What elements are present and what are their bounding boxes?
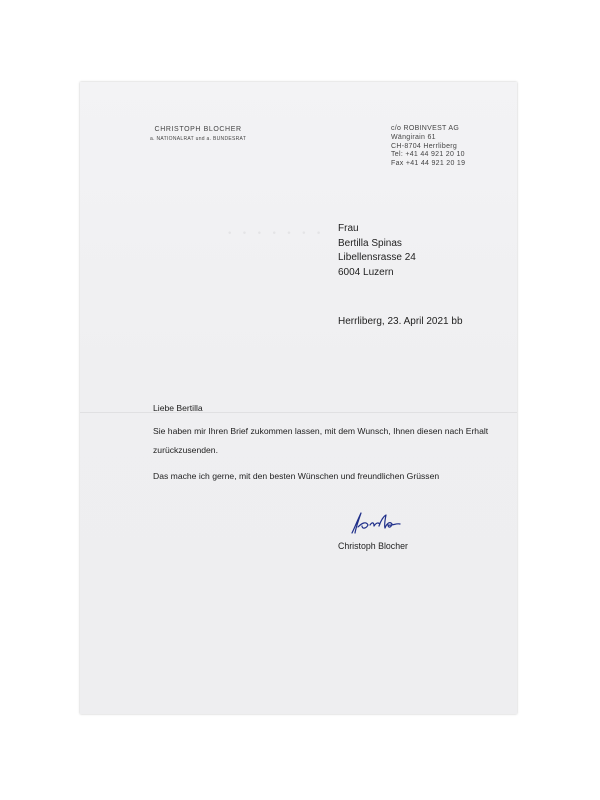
address-line: CH-8704 Herrliberg <box>391 142 458 150</box>
place-date: Herrliberg, 23. April 2021 bb <box>338 316 463 327</box>
address-line: Wängirain 61 <box>391 133 436 141</box>
body-paragraph: Sie haben mir Ihren Brief zukommen lassen, mit dem Wunsch, Ihnen diesen nach Erhalt zurückzusenden. <box>153 426 489 455</box>
handwritten-signature <box>346 507 406 537</box>
sender-title: a. NATIONALRAT und a. BUNDESRAT <box>150 136 247 142</box>
show-through-watermark: · · · · · · · <box>225 220 323 245</box>
signer-name: Christoph Blocher <box>338 541 408 551</box>
recipient-line: Bertilla Spinas <box>338 237 402 249</box>
address-line: c/o ROBINVEST AG <box>391 125 460 132</box>
address-line: Tel: +41 44 921 20 10 <box>391 151 465 159</box>
letter-body <box>153 403 493 481</box>
recipient-line: Libellensrasse 24 <box>338 252 416 263</box>
address-line: Fax +41 44 921 20 19 <box>391 160 466 168</box>
closing-paragraph: Das mache ich gerne, mit den besten Wünschen und freundlichen Grüssen <box>153 471 440 481</box>
letterhead-sender <box>150 126 246 142</box>
recipient-address <box>338 222 416 280</box>
sender-name: CHRISTOPH BLOCHER <box>154 126 242 133</box>
letterhead-address <box>391 125 465 169</box>
recipient-line: Frau <box>338 223 359 234</box>
recipient-line: 6004 Luzern <box>338 266 394 278</box>
letter-page <box>80 82 517 714</box>
salutation: Liebe Bertilla <box>153 403 203 413</box>
